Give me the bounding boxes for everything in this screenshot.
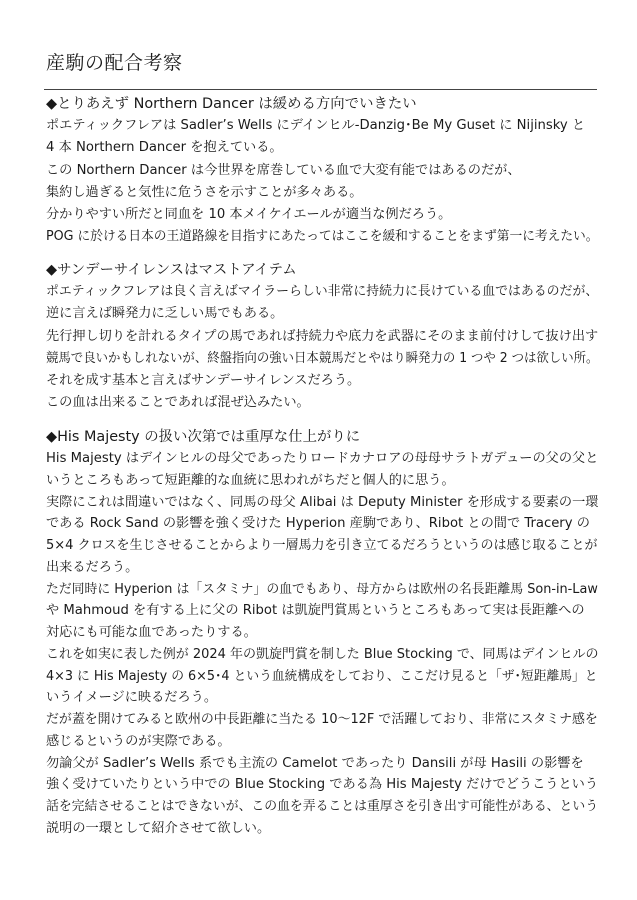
paragraph-line: POG に於ける日本の王道路線を目指すにあたってはここを緩和することをまず第一に考えたい。	[46, 229, 599, 245]
paragraph-line: この血は出来ることであれば混ぜ込みたい。	[46, 395, 310, 411]
paragraph-line: 競馬で良いかもしれないが、終盤指向の強い日本競馬だとやはり瞬発力の 1 つや 2 つは欲しい所。	[46, 350, 599, 366]
paragraph-line: 逆に言えば瞬発力に乏しい馬でもある。	[46, 306, 284, 322]
paragraph-line: His Majesty はデインヒルの母父であったりロードカナロアの母母サラトガデューの父の父と	[46, 451, 599, 466]
paragraph-line: 4×3 に His Majesty の 6×5･4 という血統構成をしており、ここだけ見ると「ザ･短距離馬」と	[46, 668, 598, 684]
paragraph-line: この Northern Dancer は今世界を席巻している血で大変有能ではあるのだが、	[46, 162, 521, 178]
paragraph-line: ポエティックフレアは良く言えばマイラーらしい非常に持続力に長けている血ではあるのだが、	[46, 284, 599, 299]
section-northern-dancer	[46, 93, 606, 249]
paragraph-line: 話を完結させることはできないが、この血を弄ることは重厚さを引き出す可能性がある、という	[46, 799, 599, 814]
paragraph-line: 5×4 クロスを生じさせることからより一層馬力を引き立てるだろうというのは感じ取ることが	[46, 538, 598, 553]
paragraph-line: それを成す基本と言えばサンデーサイレンスだろう。	[46, 373, 361, 389]
section-heading: ◆サンデーサイレンスはマストアイテム	[46, 262, 297, 278]
paragraph-line: 対応にも可能な血であったりする。	[46, 625, 257, 640]
paragraph-line: だが蓋を開けてみると欧州の中長距離に当たる 10～12F で活躍しており、非常にスタミナ感を	[46, 712, 598, 727]
paragraph-line: 実際にこれは間違いではなく、同馬の母父 Alibai は Deputy Minister を形成する要素の一環	[46, 494, 599, 510]
paragraph-line: 集約し過ぎると気性に危うさを示すことが多々ある。	[46, 184, 363, 200]
paragraph-line: いうところもあって短距離的な血統に思われがちだと個人的に思う。	[46, 472, 455, 488]
paragraph-line: いうイメージに映るだろう。	[46, 690, 218, 706]
section-his-majesty	[46, 426, 606, 840]
section-heading: ◆とりあえず Northern Dancer は緩める方向でいきたい	[46, 96, 417, 112]
paragraph-line: 感じるというのが実際である。	[46, 733, 231, 749]
paragraph-line: 説明の一環として紹介させて欲しい。	[46, 820, 271, 836]
section-sunday-silence	[46, 259, 606, 415]
paragraph-line: ただ同時に Hyperion は「スタミナ」の血でもあり、母方からは欧州の名長距離馬 Son-in-Law	[46, 581, 598, 597]
paragraph-line: 勿論父が Sadler’s Wells 系でも主流の Camelot であったり Dansili が母 Hasili の影響を	[46, 755, 584, 771]
title-divider	[44, 89, 597, 90]
paragraph-line: 出来るだろう。	[46, 559, 139, 575]
paragraph-line: や Mahmoud を有する上に父の Ribot は凱旋門賞馬というところもあって実は長距離への	[46, 603, 585, 619]
paragraph-line: 先行押し切りを計れるタイプの馬であれば持続力や底力を武器にそのまま前付けして抜け出す	[46, 328, 599, 344]
paragraph-line: ポエティックフレアは Sadler’s Wells にデインヒル-Danzig･Be My Guset に Nijinsky と	[46, 118, 586, 133]
paragraph-line: である Rock Sand の影響を強く受けた Hyperion 産駒であり、Ribot との間で Tracery の	[46, 516, 590, 532]
section-heading: ◆His Majesty の扱い次第では重厚な仕上がりに	[46, 429, 361, 445]
page-title: 産駒の配合考察	[46, 52, 183, 74]
paragraph-line: 分かりやすい所だと同血を 10 本メイケイエールが適当な例だろう。	[46, 207, 452, 223]
paragraph-line: 4 本 Northern Dancer を抱えている。	[46, 140, 283, 156]
paragraph-line: 強く受けていたりという中での Blue Stocking である為 His Majesty だけでどうこうという	[46, 777, 599, 793]
paragraph-line: これを如実に表した例が 2024 年の凱旋門賞を制した Blue Stocking で、同馬はデインヒルの	[46, 646, 599, 662]
